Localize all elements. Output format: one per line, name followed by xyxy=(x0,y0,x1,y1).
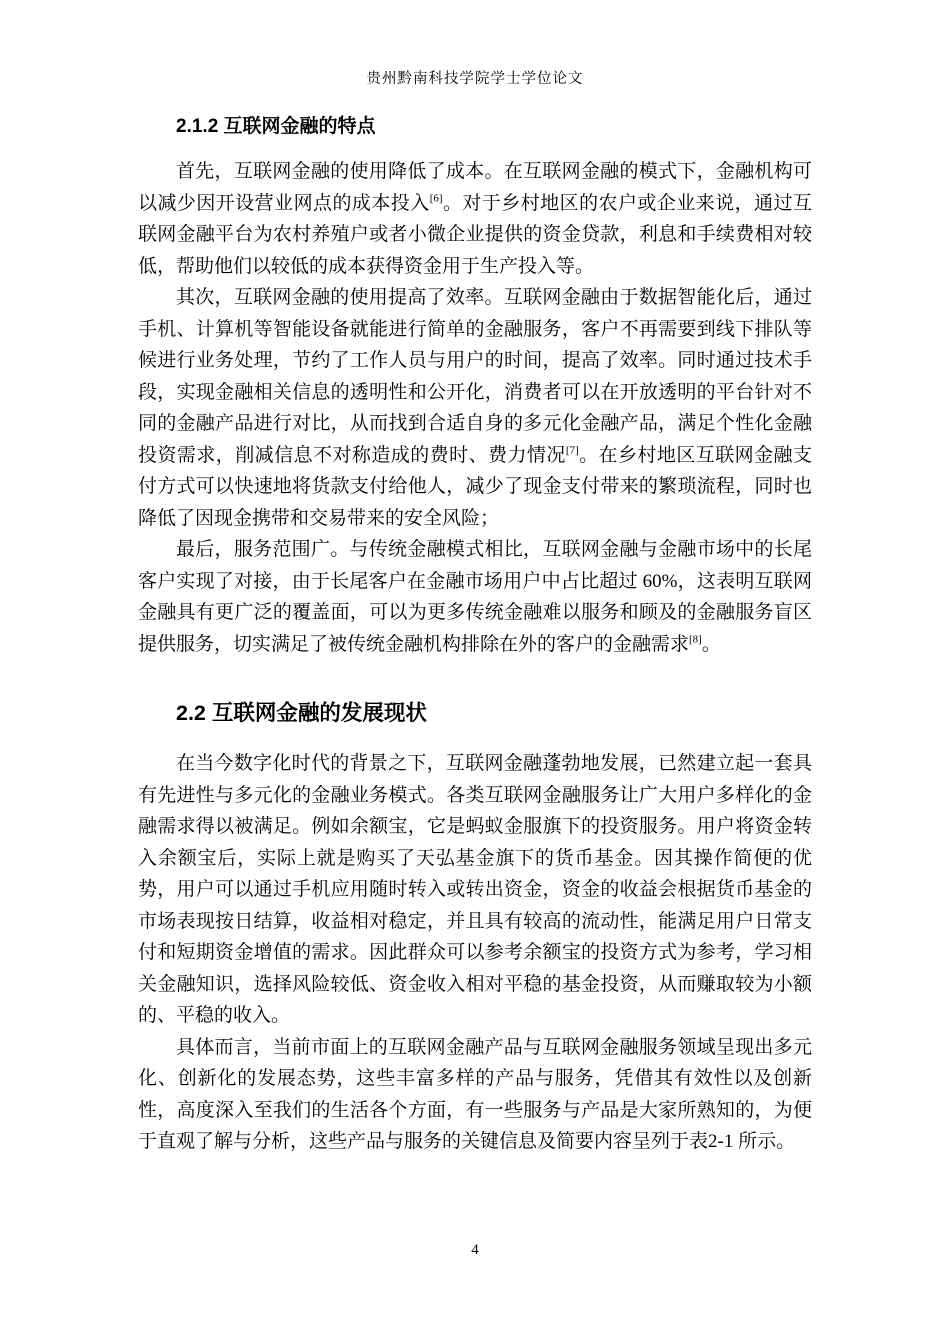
paragraph-products-overview: 具体而言，当前市面上的互联网金融产品与互联网金融服务领域呈现出多元化、创新化的发展态势，这些丰富多样的产品与服务，凭借其有效性以及创新性，高度深入至我们的生活各个方面，有一些服务与产品是大家所熟知的，为便于直观了解与分析，这些产品与服务的关键信息及简要内容呈列于表2-1 所示。 xyxy=(138,1036,812,1152)
heading-2-1-2: 2.1.2 互联网金融的特点 xyxy=(176,116,376,137)
paragraph-text: 。对于乡村地区的农户或企业来说，通过互联网金融平台为农村养殖户或者小微企业提供的资金贷款，利息和手续费相对较低，帮助他们以较低的成本获得资金用于生产投入等。 xyxy=(138,192,812,277)
paragraph-text: 首先，互联网金融的使用降低了成本。在互联网金融的模式下，金融机构可以减少因开设营业网点的成本投入 xyxy=(138,161,812,214)
paragraph-text: 最后，服务范围广。与传统金融模式相比，互联网金融与金融市场中的长尾客户实现了对接，由于长尾客户在金融市场用户中占比超过 60%，这表明互联网金融具有更广泛的覆盖面，可以为更多传统金融难以服务和顾及的金融服务盲区提供服务，切实满足了被传统金融机构排除在外的客户的金融需求 xyxy=(138,539,812,655)
citation-ref-7: [7] xyxy=(565,444,579,457)
paragraph-text: 。 xyxy=(701,633,721,655)
heading-2-2: 2.2 互联网金融的发展现状 xyxy=(176,701,427,725)
paragraph-efficiency xyxy=(138,282,812,534)
citation-ref-8: [8] xyxy=(689,633,702,646)
document-header: 贵州黔南科技学院学士学位论文 xyxy=(366,71,584,87)
page-number: 4 xyxy=(471,1242,479,1258)
paragraph-cost xyxy=(138,156,812,282)
paragraph-text: 。在乡村地区互联网金融支付方式可以快速地将货款支付给他人，减少了现金支付带来的繁琐流程，同时也降低了因现金携带和交易带来的安全风险； xyxy=(138,444,812,529)
paragraph-scope xyxy=(138,534,812,660)
paragraph-development-status: 在当今数字化时代的背景之下，互联网金融蓬勃地发展，已然建立起一套具有先进性与多元化的金融业务模式。各类互联网金融服务让广大用户多样化的金融需求得以被满足。例如余额宝，它是蚂蚁金服旗下的投资服务。用户将资金转入余额宝后，实际上就是购买了天弘基金旗下的货币基金。因其操作简便的优势，用户可以通过手机应用随时转入或转出资金，资金的收益会根据货币基金的市场表现按日结算，收益相对稳定，并且具有较高的流动性，能满足用户日常支付和短期资金增值的需求。因此群众可以参考余额宝的投资方式为参考，学习相关金融知识，选择风险较低、资金收入相对平稳的基金投资，从而赚取较为小额的、平稳的收入。 xyxy=(138,753,812,1026)
citation-ref-6: [6] xyxy=(429,192,443,205)
paragraph-text: 其次，互联网金融的使用提高了效率。互联网金融由于数据智能化后，通过手机、计算机等智能设备就能进行简单的金融服务，客户不再需要到线下排队等候进行业务处理，节约了工作人员与用户的时间，提高了效率。同时通过技术手段，实现金融相关信息的透明性和公开化，消费者可以在开放透明的平台针对不同的金融产品进行对比，从而找到合适自身的多元化金融产品，满足个性化金融投资需求，削减信息不对称造成的费时、费力情况 xyxy=(138,287,812,466)
